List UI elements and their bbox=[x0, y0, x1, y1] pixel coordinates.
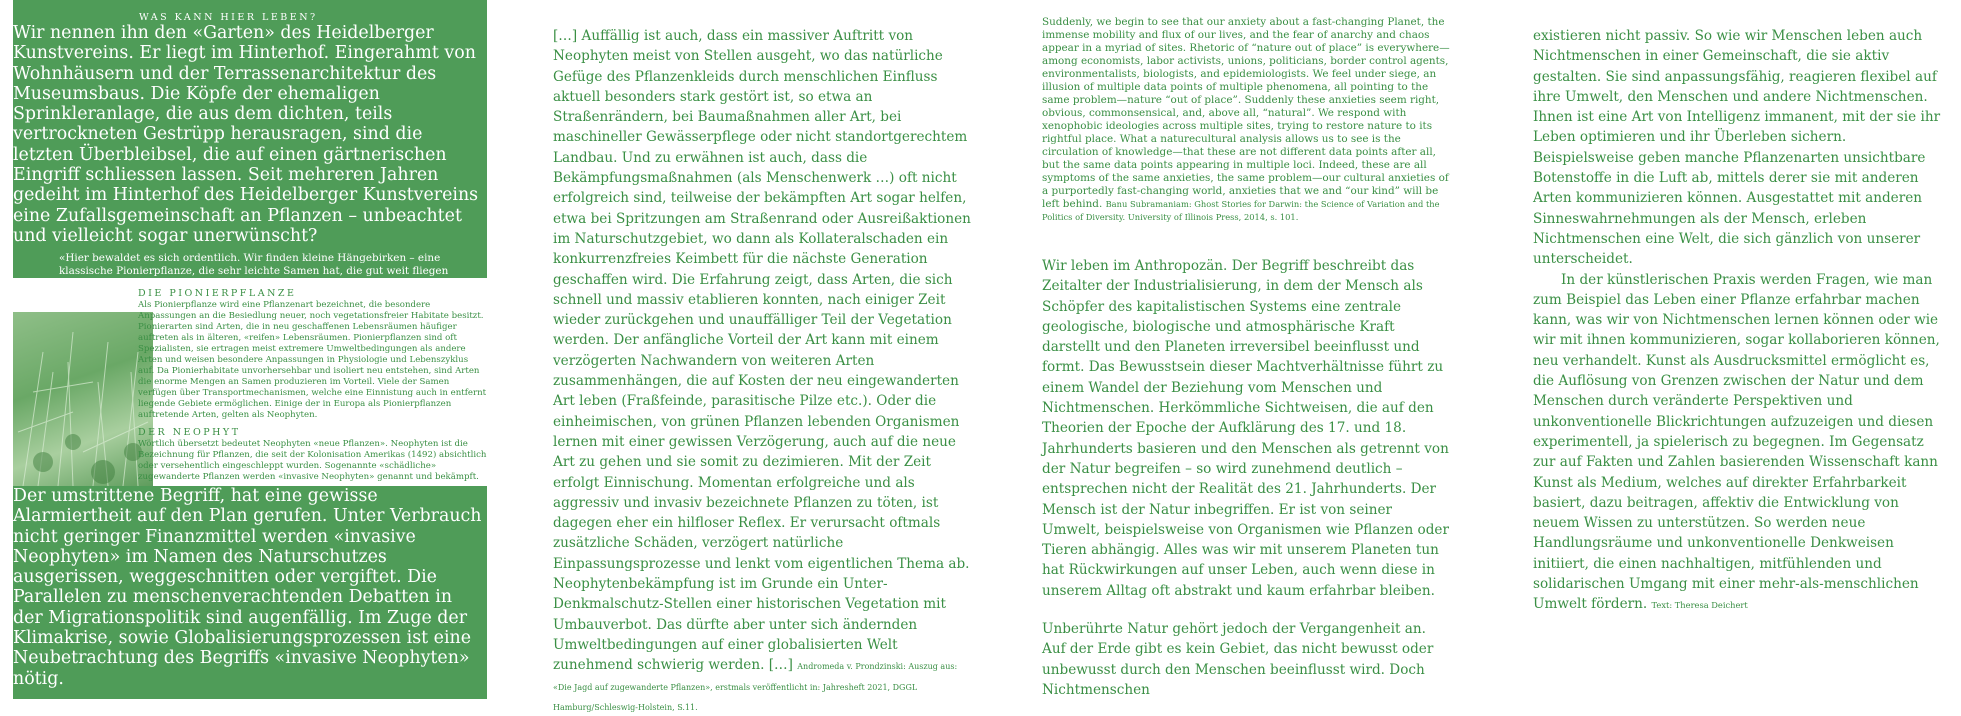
plant-photo bbox=[13, 312, 153, 486]
neophyt-heading: DER NEOPHYT bbox=[138, 427, 241, 438]
excerpt-source: Andromeda v. Prondzinski: Auszug aus: «Die Jagd auf zugewanderte Pflanzen», erstmals veröffentlicht in: Jahresheft 2021, DGGL Hamburg/Schleswig-Holstein, S.11. bbox=[553, 662, 958, 712]
quote-source: Banu Subramaniam: Ghost Stories for Darwin: the Science of Variation and the Politics of Diversity. University of Illinois Press, 2014, s. 101. bbox=[1042, 199, 1440, 222]
natur-paragraph: Unberührte Natur gehört jedoch der Vergangenheit an. Auf der Erde gibt es kein Gebiet, das nicht bewusst oder unbewusst durch den Menschen beeinflusst wird. Doch Nichtmenschen bbox=[1042, 621, 1434, 698]
glossary bbox=[138, 288, 487, 483]
column-4 bbox=[1533, 26, 1945, 616]
column-2 bbox=[553, 26, 975, 716]
column-3-body bbox=[1042, 256, 1450, 700]
prondzinski-excerpt: […] Auffällig ist auch, dass ein massiver Auftritt von Neophyten meist von Stellen ausgeht, wo das natürliche Gefüge des Pflanzenkleids durch menschlichen Einfluss aktuell besonders stark gestört ist, so etwa an Straßenrändern, bei Baumaßnahmen aller Art, bei maschineller Gewässerpflege oder nicht standortgerechtem Landbau. Und zu erwähnen ist auch, dass die Bekämpfungsmaßnahmen (als Menschenwerk …) oft nicht erfolgreich sind, teilweise der bekämpften Art sogar helfen, etwa bei Spritzungen am Straßenrand oder Ausreißaktionen im Naturschutzgebiet, wo dann als Kollateralschaden ein konkurrenzfreies Keimbett für die nächste Generation geschaffen wird. Die Erfahrung zeigt, dass Arten, die sich schnell und massiv etablieren konnten, nach einiger Zeit wieder zurückgehen und unauffälliger Teil der Vegetation werden. Der anfängliche Vorteil der Art kann mit einem verzögerten Nachwandern von weiteren Arten zusammenhängen, die auf Kosten der neu eingewanderten Art leben (Fraßfeinde, parasitische Pilze etc.). Oder die einheimischen, von grünen Pflanzen lebenden Organismen lernen mit einer gewissen Verzögerung, auch auf die neue Art zu gehen und sie somit zu dezimieren. Mit der Zeit erfolgt Einnischung. Momentan erfolgreiche und als aggressiv und invasiv bezeichnete Pflanzen zu töten, ist dagegen eher ein hilfloser Reflex. Er verursacht oftmals zusätzliche Schäden, verzögert natürliche Einpassungsprozesse und lenkt vom eigentlichen Thema ab. Neophytenbekämpfung ist im Grunde ein Unter-Denkmalschutz-Stellen einer historischen Vegetation mit Umbauverbot. Das dürfte aber unter sich ändernden Umweltbedingungen auf einer globalisierten Welt zunehmend schwierig werden. […] Andromeda v. Prondzinski: Auszug aus: «Die Jagd auf zugewanderte Pflanzen», erstmals veröffentlicht in: Jahresheft 2021, DGGL Hamburg/Schleswig-Holstein, S.11. bbox=[553, 28, 971, 712]
column-3 bbox=[1042, 16, 1455, 224]
anthropozaen-paragraph: Wir leben im Anthropozän. Der Begriff beschreibt das Zeitalter der Industrialisierung, in dem der Mensch als Schöpfer des kapitalistischen Systems eine zentrale geologische, biologische und atmosphärische Kraft darstellt und den Planeten irreversibel beeinflusst und formt. Das Bewusstsein dieser Machtverhältnisse führt zu einem Wandel der Beziehung vom Menschen und Nichtmenschen. Herkömmliche Sichtweisen, die auf den Theorien der Epoche der Aufklärung des 17. und 18. Jahrhunderts basieren und den Menschen als getrennt von der Natur begreifen – so wird zunehmend deutlich – entsprechen nicht der Realität des 21. Jahrhunderts. Der Mensch ist der Natur inbegriffen. Er ist von seiner Umwelt, beispielsweise von Organismen wie Pflanzen oder Tieren abhängig. Alles was wir mit unserem Planeten tun hat Rückwirkungen auf unser Leben, auch wenn diese in unserem Alltag oft abstrakt und kaum erfahrbar bleiben. bbox=[1042, 258, 1449, 599]
nichtmenschen-paragraph: existieren nicht passiv. So wie wir Menschen leben auch Nichtmenschen in einer Gemeinschaft, die sie aktiv gestalten. Sie sind anpassungsfähig, reagieren flexibel auf ihre Umwelt, den Menschen und andere Nichtmenschen. Ihnen ist eine Art von Intelligenz immanent, mit der sie ihr Leben optimieren und ihr Überleben sichern. Beispielsweise geben manche Pflanzenarten unsichtbare Botenstoffe in die Luft ab, mittels derer sie mit anderen Arten kommunizieren können. Ausgestattet mit anderen Sinneswahrnehmungen als der Mensch, erleben Nichtmenschen eine Welt, die sich gänzlich von unserer unterscheidet. bbox=[1533, 28, 1941, 268]
section-kicker: WAS KANN HIER LEBEN? bbox=[139, 12, 318, 23]
pionier-text: Als Pionierpflanze wird eine Pflanzenart bezeichnet, die besondere Anpassungen an die Besiedlung neuer, noch vegetationsfreier Habitate besitzt. Pionierarten sind Arten, die in neu geschaffenen Lebensräumen häufiger auftreten als in älteren, «reifen» Lebensräumen. Pionierpflanzen sind oft Spezialisten, sie ertragen meist extremere Umweltbedingungen als andere Arten und weisen besondere Anpassungen in Physiologie und Lebenszyklus auf. Da Pionierhabitate unvorhersehbar und isoliert neu entstehen, sind Arten die enorme Mengen an Samen produzieren im Vorteil. Viele der Samen verfügen über Transportmechanismen, welche eine Einnistung auch in entfernt liegende Gebiete ermöglichen. Einige der in Europa als Pionierpflanzen auftretende Arten, gelten als Neophyten. bbox=[138, 300, 487, 420]
neophyten-green-block bbox=[13, 486, 487, 699]
pionier-heading: DIE PIONIERPFLANZE bbox=[138, 288, 297, 299]
intro-text: Wir nennen ihn den «Garten» des Heidelberger Kunstvereins. Er liegt im Hinterhof. Eingerahmt von Wohnhäusern und der Terrassenarchitektur des Museumsbaus. Die Köpfe der ehemaligen Sprinkleranlage, die aus dem dichten, teils vertrockneten Gestrüpp herausragen, sind die letzten Überbleibsel, die auf einen gärtnerischen Eingriff schliessen lassen. Seit mehreren Jahren gedeiht im Hinterhof des Heidelberger Kunstvereins eine Zufallsgemeinschaft an Pflanzen – unbeachtet und vielleicht sogar unerwünscht? bbox=[13, 23, 479, 246]
subramaniam-quote: Suddenly, we begin to see that our anxiety about a fast-changing Planet, the immense mobility and flux of our lives, and the fear of anarchy and chaos appear in a myriad of sites. Rhetoric of “nature out of place” is everywhere—among economists, labor activists, unions, politicians, border control agents, environmentalists, biologists, and epidemiologists. We feel under siege, an illusion of multiple data points of multiple phenomena, all pointing to the same problem—nature “out of place”. Suddenly these anxieties seem right, obvious, commonsensical, and, above all, “natural”. We respond with xenophobic ideologies across multiple sites, trying to restore nature to its rightful place. What a naturecultural analysis allows us to see is the circulation of knowledge—that these are not different data points after all, but the same data points appearing in multiple loci. Indeed, these are all symptoms of the same anxieties, the same problem—our cultural anxieties of a purportedly fast-changing world, anxieties that we and “our kind” will be left behind. Banu Subramaniam: Ghost Stories for Darwin: the Science of Variation and the Politics of Diversity. University of Illinois Press, 2014, s. 101. bbox=[1042, 16, 1450, 222]
intro-quote: «Hier bewaldet es sich ordentlich. Wir finden kleine Hängebirken – eine klassische Pionierpflanze, die sehr leichte Samen hat, die gut weit fliegen können. Von den Samen werden so viele produziert, dass aus einigen dann doch noch etwas wird.» bbox=[59, 252, 483, 303]
kunst-paragraph: In der künstlerischen Praxis werden Fragen, wie man zum Beispiel das Leben einer Pflanze erfahrbar machen kann, was wir von Nichtmenschen lernen können oder wie wir mit ihnen kommunizieren, sogar kollaborieren können, neu verhandelt. Kunst als Ausdrucksmittel ermöglicht es, die Auflösung von Grenzen zwischen der Natur und dem Menschen durch veränderte Perspektiven und unkonventionelle Blickrichtungen aufzuzeigen und diesen experimentell, ja spielerisch zu begegnen. Im Gegensatz zur auf Fakten und Zahlen basierenden Wissenschaft kann Kunst als Medium, welches auf direkter Erfahrbarkeit basiert, dazu beitragen, affektiv die Entwicklung von neuem Wissen zu unterstützen. So werden neue Handlungsräume und unkonventionelle Denkweisen initiiert, die einen nachhaltigen, mitfühlenden und solidarischen Umgang mit einer mehr-als-menschlichen Umwelt fördern. Text: Theresa Deichert bbox=[1533, 271, 1940, 613]
neophyt-text: Wörtlich übersetzt bedeutet Neophyten «neue Pflanzen». Neophyten ist die Bezeichnung für Pflanzen, die seit der Kolonisation Amerikas (1492) absichtlich oder versehentlich eingeschleppt wurden. Sogenannte «schädliche» zugewanderte Pflanzen werden «invasive Neophyten» genannt und bekämpft. bbox=[138, 439, 487, 482]
plant-photo-graphic bbox=[13, 312, 153, 486]
text-credit: Text: Theresa Deichert bbox=[1651, 600, 1748, 611]
neophyten-text: Der umstrittene Begriff, hat eine gewisse Alarmiertheit auf den Plan gerufen. Unter Verbrauch nicht geringer Finanzmittel werden «invasive Neophyten» im Namen des Naturschutzes ausgerissen, weggeschnitten oder vergiftet. Die Parallelen zu menschenverachtenden Debatten in der Migrationspolitik sind augenfällig. Im Zuge der Klimakrise, sowie Globalisierungsprozessen ist eine Neubetrachtung des Begriffs «invasive Neophyten» nötig. bbox=[13, 486, 482, 689]
